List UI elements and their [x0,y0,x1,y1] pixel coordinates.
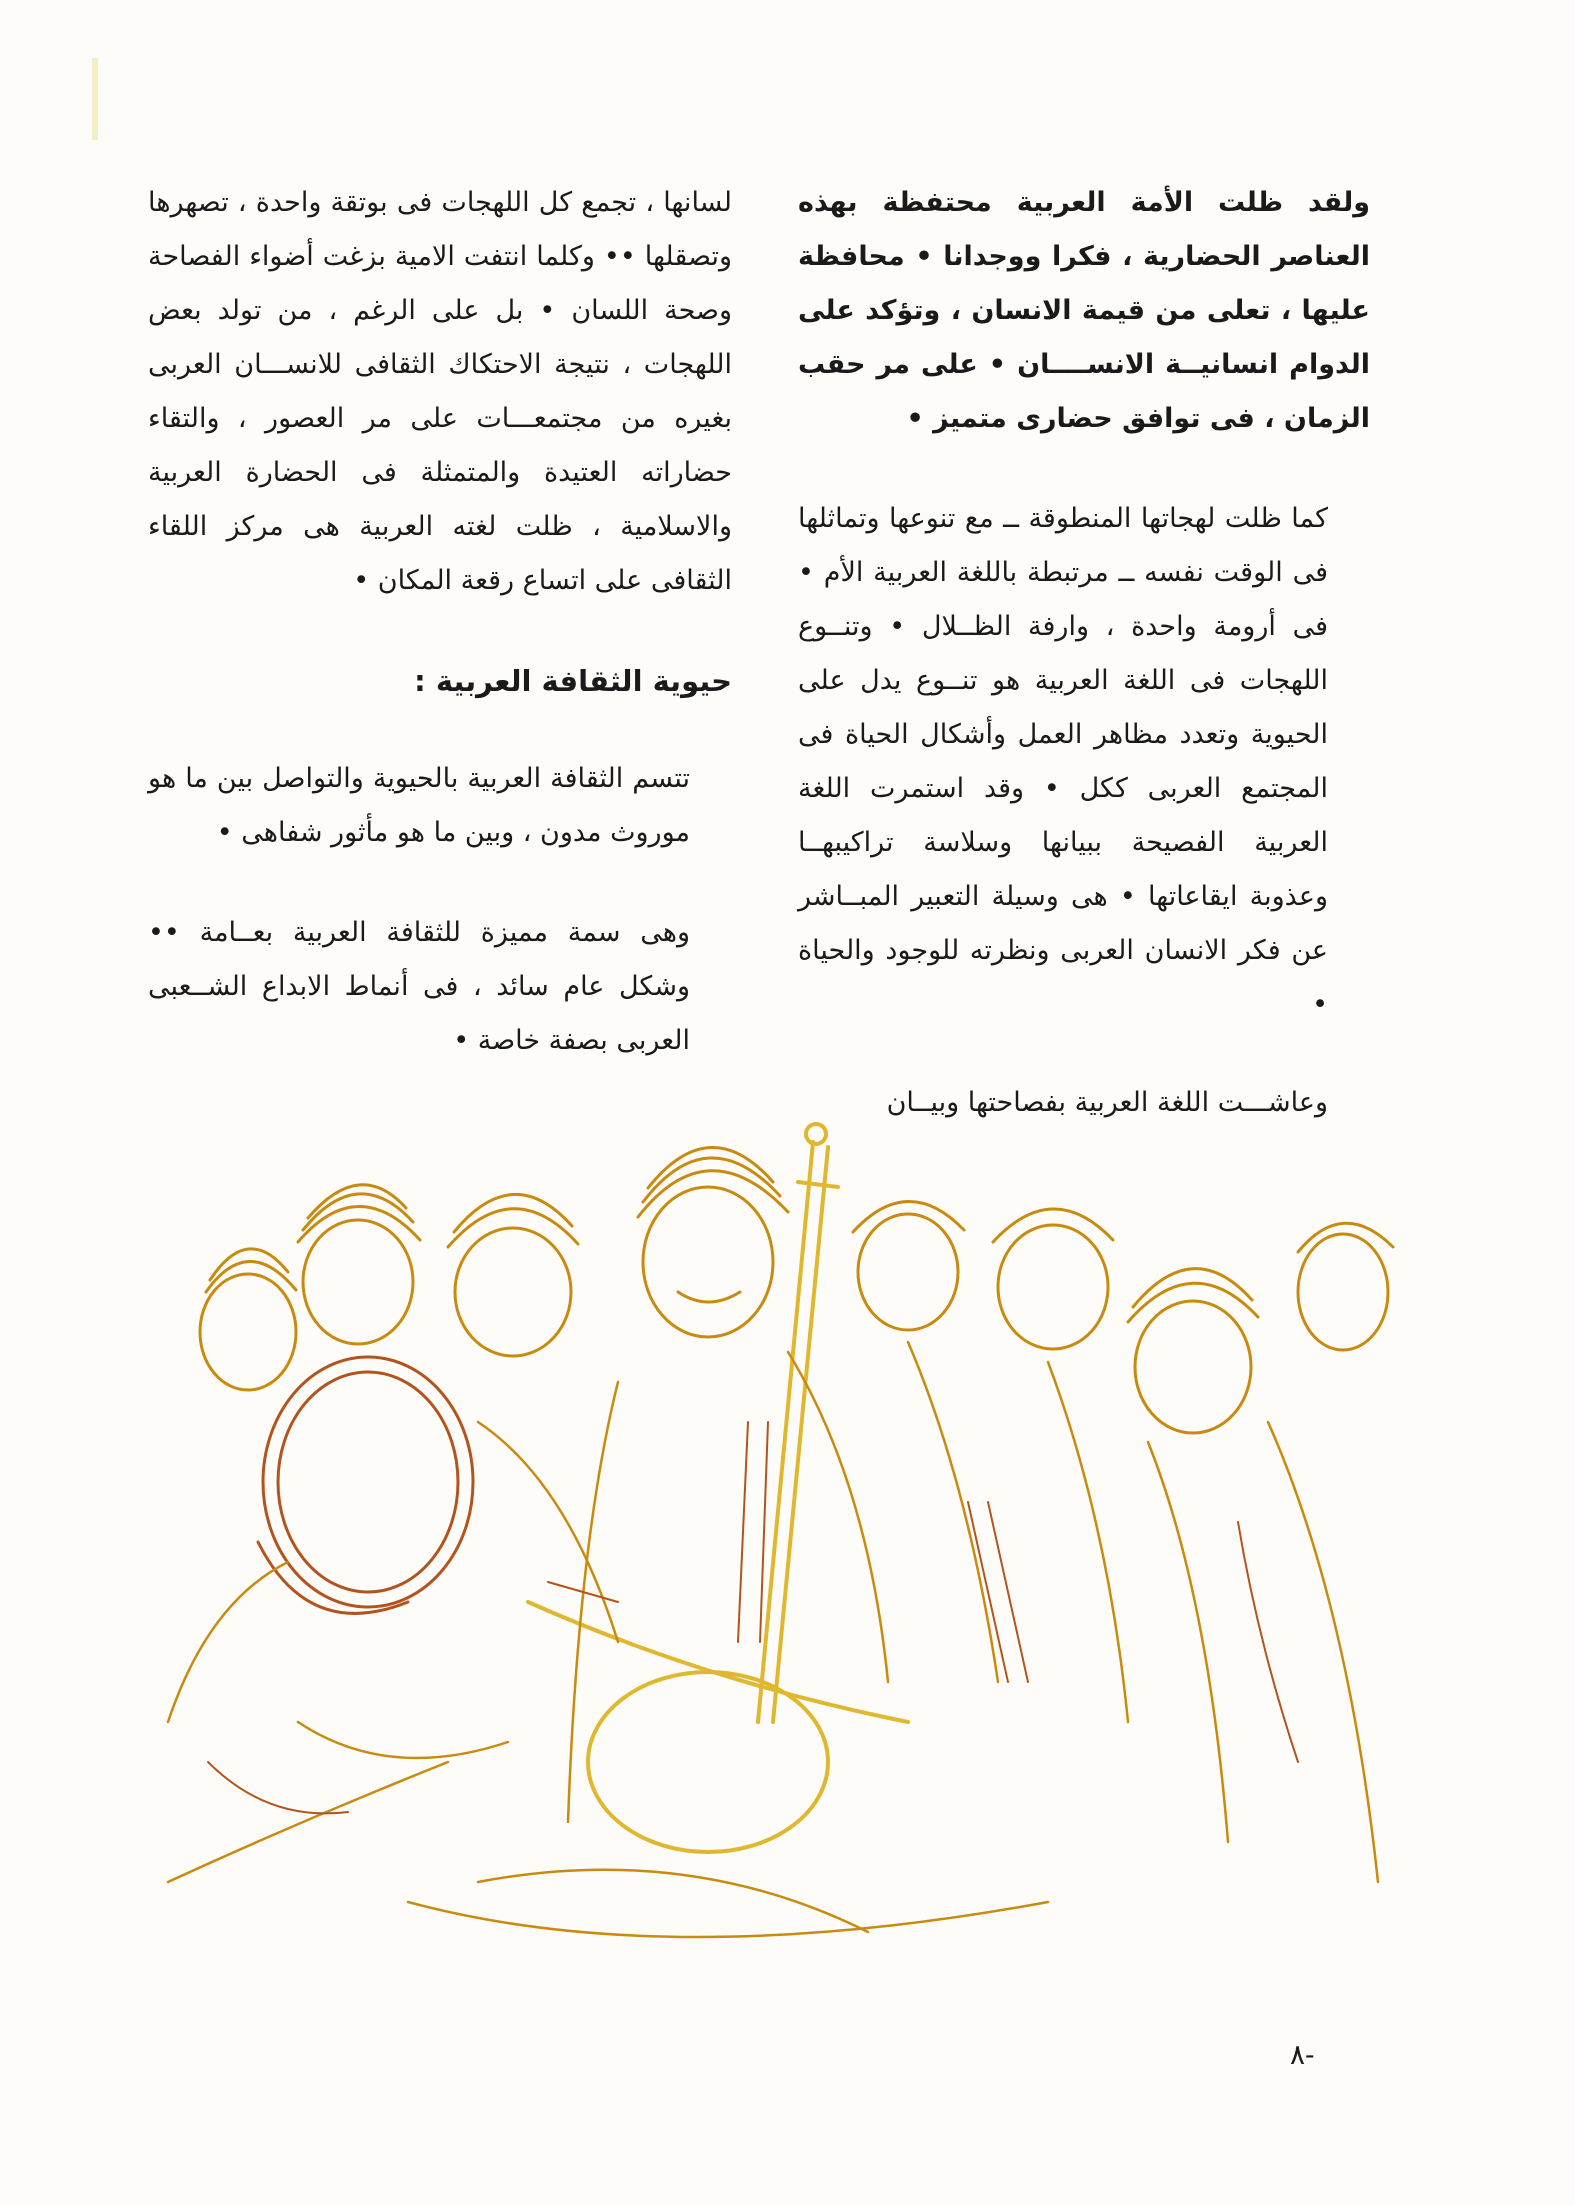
musician-face-center [643,1187,773,1337]
musician-face-1 [200,1274,296,1390]
left-text-column [148,176,732,1068]
paragraph-language: لسانها ، تجمع كل اللهجات فى بوتقة واحدة ، تصهرها وتصقلها •• وكلما انتفت الامية بزغت أضواء الفصاحة وصحة اللسان • بل على الرغم ، من تولد بعض اللهجات ، نتيجة الاحتكاك الثقافى للانســـان العربى بغيره من مجتمعـــات على مر العصور ، والتقاء حضاراته العتيدة والمتمثلة فى الحضارة العربية والاسلامية ، ظلت لغته العربية هى مركز اللقاء الثقافى على اتساع رقعة المكان • [148,187,732,596]
paragraph-continued: وعاشـــت اللغة العربية بفصاحتها وبيــان [886,1087,1328,1118]
musician-face-2 [303,1220,413,1344]
musician-face-7 [1298,1234,1388,1350]
robes-lines [168,1342,1378,1937]
paragraph-folk-creativity: وهى سمة مميزة للثقافة العربية بعــامة •• وشكل عام سائد ، فى أنماط الابداع الشــعبى العربى بصفة خاصة • [148,917,690,1056]
frame-drum [258,1357,473,1613]
musician-face-5 [998,1225,1108,1349]
page-number: ٨- [1290,2038,1315,2071]
musician-face-4 [858,1214,958,1330]
musician-face-3 [455,1228,571,1356]
paragraph-dialects: كما ظلت لهجاتها المنطوقة ــ مع تنوعها وتماثلها فى الوقت نفسه ــ مرتبطة باللغة العربية الأم • فى أرومة واحدة ، وارفة الظــلال • وتنــوع اللهجات فى اللغة العربية هو تنــوع يدل على الحيوية وتعدد مظاهر العمل وأشكال الحياة فى المجتمع العربى ككل • وقد استمرت اللغة العربية الفصيحة ببيانها وسلاسة تراكيبهــا وعذوبة ايقاعاتها • هى وسيلة التعبير المبــاشر عن فكر الانسان العربى ونظرته للوجود والحياة • [798,503,1328,1020]
right-text-column [798,176,1370,1130]
paragraph-opening: ولقد ظلت الأمة العربية محتفظة بهذه العناصر الحضارية ، فكرا ووجدانا • محافظة عليها ، تعلى من قيمة الانسان ، وتؤكد على الدوام انسانيــة الانســــان • على مر حقب الزمان ، فى توافق حضارى متميز • [798,187,1370,434]
paper-stain [92,58,98,140]
rebab-instrument [528,1124,908,1852]
section-heading: حيوية الثقافة العربية : [414,664,732,698]
detail-hatching [208,1422,1298,1813]
folk-musicians-illustration [148,1122,1410,1972]
paragraph-culture: تتسم الثقافة العربية بالحيوية والتواصل بين ما هو موروث مدون ، وبين ما هو مأثور شفاهى • [148,763,690,848]
musician-face-6 [1135,1301,1251,1433]
